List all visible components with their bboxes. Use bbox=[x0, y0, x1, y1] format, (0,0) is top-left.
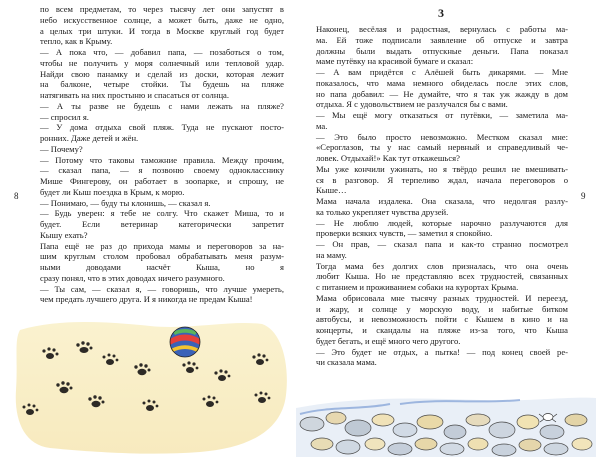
chapter-number: 3 bbox=[438, 6, 444, 20]
text-line: Кышу ехать? bbox=[40, 229, 88, 240]
left-page-number: 8 bbox=[14, 191, 19, 201]
text-line: сразу понял, что в этих доводах ничего разумного. bbox=[40, 272, 225, 283]
pebble-strip-illustration bbox=[296, 398, 596, 457]
text-line: Мише Фингерову, он работает в зоопарке, и спрошу, не bbox=[40, 176, 284, 186]
text-line: ными доводами насчёт Кыша, но я bbox=[40, 262, 284, 272]
ball-icon bbox=[170, 327, 200, 357]
text-line: «Сероглазов, ты у нас самый нервный и справедливый че- bbox=[316, 142, 568, 153]
text-line: будет. Если ветеринар категорически запретит bbox=[40, 219, 284, 229]
text-line: небо искусственное солнце, а может быть, даже не одно, bbox=[40, 14, 284, 25]
text-line: будет ли Кыш поездка в Крым, к морю. bbox=[40, 186, 185, 197]
text-line: Папа ещё не раз до прихода мамы и переговоров за на- bbox=[40, 240, 284, 251]
text-line: — Понимаю, — буду ты клонишь, — сказал я. bbox=[40, 197, 211, 208]
text-line: на маму. bbox=[316, 249, 347, 260]
text-line: ма. bbox=[316, 120, 328, 131]
text-line: чем предать лучшего друга. И я никогда не предам Кыша! bbox=[40, 294, 253, 305]
text-line: чи сказала мама. bbox=[316, 357, 377, 368]
text-line: автобусы, и невозможность пойти с Кышем в кино и на bbox=[316, 314, 568, 325]
text-line: ма. Ей тоже подписали заявление об отпуске и завтра bbox=[316, 34, 568, 45]
text-line: — Будь уверен: я тебе не солгу. Что скажет Миша, то и bbox=[40, 208, 284, 219]
text-line: ка только укрепляет чувства друзей. bbox=[316, 206, 449, 217]
text-line: — А пока что, — добавил папа, — позаботься о том, bbox=[40, 47, 284, 57]
text-line: — Почему? bbox=[40, 143, 83, 154]
text-line: с питанием и проживанием собаки на курортах Крыма. bbox=[316, 282, 519, 292]
text-line: а целых три штуки. И тогда в Москве круглый год будет bbox=[40, 25, 284, 36]
text-line: — Мы ещё могу отказаться от путёвки, — заметила ма- bbox=[316, 110, 568, 120]
text-line: ловек. Отдыхай!» Как тут откажешься? bbox=[316, 153, 460, 163]
text-line: — спросил я. bbox=[40, 111, 89, 122]
text-line: — сказал папа, — я позвоню своему однокласснику bbox=[40, 165, 284, 176]
text-line: Найди свою панамку и сделай из доски, которая лежит bbox=[40, 68, 284, 79]
text-line: — Не люблю людей, которые нарочно разлучаются для bbox=[316, 217, 568, 228]
text-line: — У дома отдыха свой пляж. Туда не пускают посто- bbox=[40, 122, 284, 133]
text-line: шим круглым столом пробовал обрабатывать меня разум- bbox=[40, 251, 284, 262]
right-page-number: 9 bbox=[581, 191, 586, 201]
text-line: — А ты разве не будешь с нами лежать на пляже? bbox=[40, 100, 284, 111]
text-line: Наконец, весёлая и радостная, вернулась с работы ма- bbox=[316, 24, 568, 34]
paw-prints-illustration bbox=[16, 322, 287, 454]
text-line: будет бегать, и ещё много чего другого. bbox=[316, 335, 461, 346]
text-line: — Это будет не отдых, а пытка! — под конец своей ре- bbox=[316, 346, 568, 357]
text-line: проверки всяких чувств, — заметил я спокойно. bbox=[316, 228, 493, 239]
text-line: Кыше… bbox=[316, 185, 347, 196]
text-line: ронних. Даже детей и жён. bbox=[40, 133, 139, 143]
text-line: — Потому что таковы таможние правила. Между прочим, bbox=[40, 154, 284, 165]
text-line: Тогда мама без долгих слов призналась, что она очень bbox=[316, 260, 568, 271]
text-line: маме путёвку на красивой бумаге и сказал: bbox=[316, 56, 474, 67]
text-line: Мы уже кончили ужинать, но я твёрдо решил не вмешивать- bbox=[316, 163, 568, 174]
text-line: — А вам придётся с Алёшей быть дикарями. — Мне bbox=[316, 67, 568, 77]
text-line: тепло, как в Крыму. bbox=[40, 36, 113, 47]
text-line: — Он прав, — сказал папа и как-то странно посмотрел bbox=[316, 239, 568, 249]
text-line: чтобы не получить у моря солнечный или тепловой удар. bbox=[40, 57, 284, 68]
text-line: концерты, и скандалы на пляже из-за того, что Кыша bbox=[316, 325, 568, 335]
text-line: ся в разговор. Я терпеливо ждал, начала переговоров о bbox=[316, 174, 568, 185]
text-line: на балконе, четыре стойки. Ты будешь на пляже bbox=[40, 79, 284, 90]
text-line: любит Кыша. Но не представляю всех трудностей, связанных bbox=[316, 271, 568, 282]
text-line: отдыха. Я с удовольствием не разлучался бы с вами. bbox=[316, 99, 508, 110]
text-line: Мама обрисовала мне тысячу разных трудностей. И переезд, bbox=[316, 292, 568, 303]
text-line: и жару, и солнце у морскую воду, и набитые битком bbox=[316, 303, 568, 314]
text-line: Мама начала издалека. Она сказала, что недолгая разлу- bbox=[316, 196, 568, 206]
text-line: натягивать на них простыню и спасаться от солнца. bbox=[40, 90, 230, 100]
text-line: — Это было просто невозможно. Местком сказал мне: bbox=[316, 131, 568, 142]
text-line: должны были выдать отпускные деньги. Папа показал bbox=[316, 45, 568, 56]
text-line: по всем предметам, то через тысячу лет они запустят в bbox=[40, 4, 284, 14]
text-line: — Ты сам, — сказал я, — говоришь, что лучше умереть, bbox=[40, 283, 284, 294]
text-line: но папа добавил: — Не думайте, что я так уж жажду в дом bbox=[316, 88, 568, 99]
text-line: показалось, что мама немного обиделась после этих слов, bbox=[316, 77, 568, 88]
